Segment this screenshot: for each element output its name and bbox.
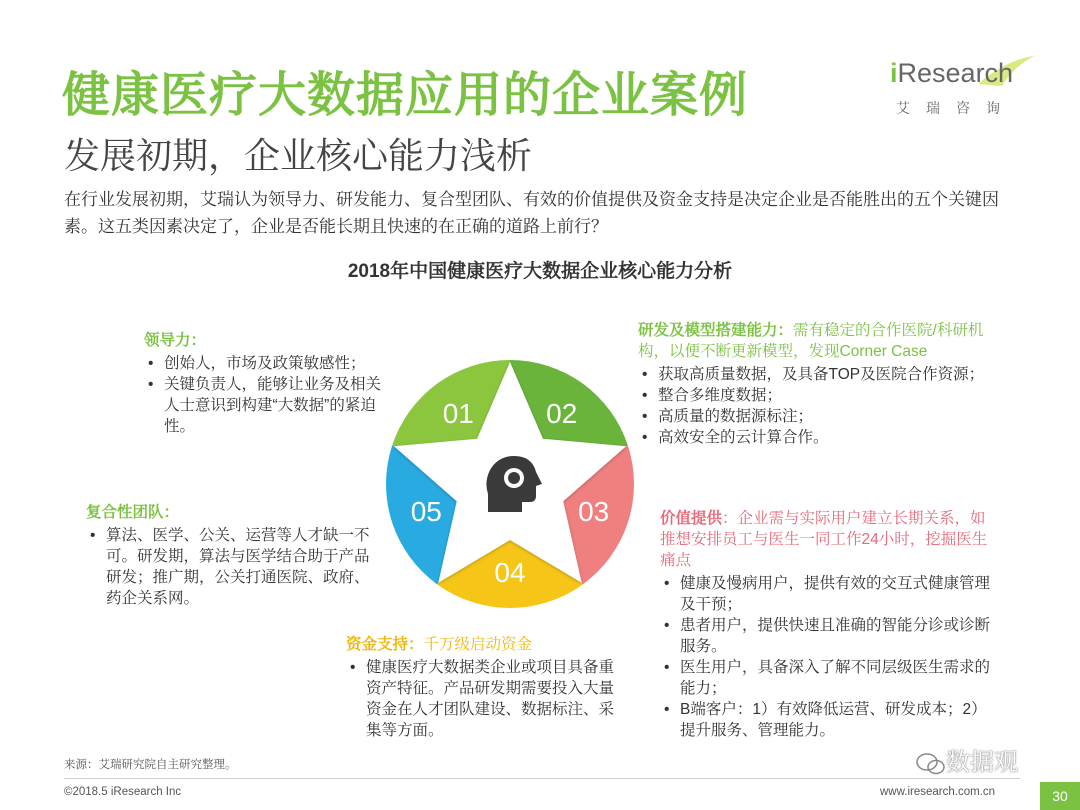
rnd-heading: 研发及模型搭建能力： xyxy=(638,322,794,339)
copyright-text: ©2018.5 iResearch Inc xyxy=(64,786,182,798)
iresearch-logo xyxy=(890,58,1030,128)
rnd-note: 需有稳定的合作医院/科研机构，以便不断更新模型，发现Corner Case xyxy=(638,322,984,360)
wechat-icon xyxy=(916,752,946,776)
list-item: • 创始人，市场及政策敏感性； xyxy=(144,353,384,374)
list-item: • 患者用户，提供快速且准确的智能分诊或诊断服务。 xyxy=(660,615,990,657)
page-title: 健康医疗大数据应用的企业案例 xyxy=(62,69,749,122)
segment-label-04: 04 xyxy=(494,557,526,588)
list-item: • 整合多维度数据； xyxy=(638,385,1010,406)
segment-label-03: 03 xyxy=(578,496,610,528)
list-item: • 高质量的数据源标注； xyxy=(638,406,1010,427)
value-heading: 价值提供 xyxy=(660,510,723,527)
core-ability-ring-diagram xyxy=(380,354,640,614)
list-item: • 健康及慢病用户，提供有效的交互式健康管理及干预； xyxy=(660,573,990,615)
logo-brand: iResearch xyxy=(890,58,1014,88)
list-item: • 医生用户，具备深入了解不同层级医生需求的能力； xyxy=(660,657,990,699)
list-item: • 算法、医学、公关、运营等人才缺一不可。研发期，算法与医学结合助于产品研发；推广期，公关打通医院、政府、药企关系网。 xyxy=(86,525,376,609)
segment-label-05: 05 xyxy=(410,496,442,528)
source-note: 来源：艾瑞研究院自主研究整理。 xyxy=(64,759,237,771)
block-value xyxy=(660,508,990,741)
list-item: • B端客户：1）有效降低运营、研发成本；2）提升服务、管理能力。 xyxy=(660,699,990,741)
page-subtitle: 发展初期，企业核心能力浅析 xyxy=(64,135,533,176)
list-item: • 关键负责人，能够让业务及相关人士意识到构建“大数据”的紧迫性。 xyxy=(144,374,384,437)
funding-note: 千万级启动资金 xyxy=(423,636,533,653)
diagram-title: 2018年中国健康医疗大数据企业核心能力分析 xyxy=(347,261,733,282)
leadership-heading: 领导力： xyxy=(144,332,207,349)
segment-label-02: 02 xyxy=(546,397,578,429)
list-item: • 获取高质量数据，及具备TOP及医院合作资源； xyxy=(638,364,1010,385)
funding-heading: 资金支持： xyxy=(346,636,424,653)
page-number: 30 xyxy=(1040,782,1080,810)
list-item: • 高效安全的云计算合作。 xyxy=(638,427,1010,448)
list-item: • 健康医疗大数据类企业或项目具备重资产特征。产品研发期需要投入大量资金在人才团队建设、数据标注、采集等方面。 xyxy=(346,657,626,741)
website-text: www.iresearch.com.cn xyxy=(880,786,996,798)
block-funding xyxy=(346,634,626,741)
block-team xyxy=(86,502,376,609)
watermark: 数据观 xyxy=(916,742,1018,777)
footer-divider xyxy=(64,778,1020,779)
block-rnd xyxy=(638,320,1010,448)
team-heading: 复合性团队： xyxy=(86,504,180,521)
block-leadership xyxy=(144,330,384,437)
value-note: ：企业需与实际用户建立长期关系，如推想安排员工与医生一同工作24小时，挖掘医生痛点 xyxy=(660,510,988,569)
segment-label-01: 01 xyxy=(442,397,474,429)
intro-paragraph: 在行业发展初期，艾瑞认为领导力、研发能力、复合型团队、有效的价值提供及资金支持是决定企业是否能胜出的五个关键因素。这五类因素决定了，企业是否能长期且快速的在正确的道路上前行？ xyxy=(64,190,999,236)
logo-cn-text: 艾瑞咨询 xyxy=(896,100,1016,116)
